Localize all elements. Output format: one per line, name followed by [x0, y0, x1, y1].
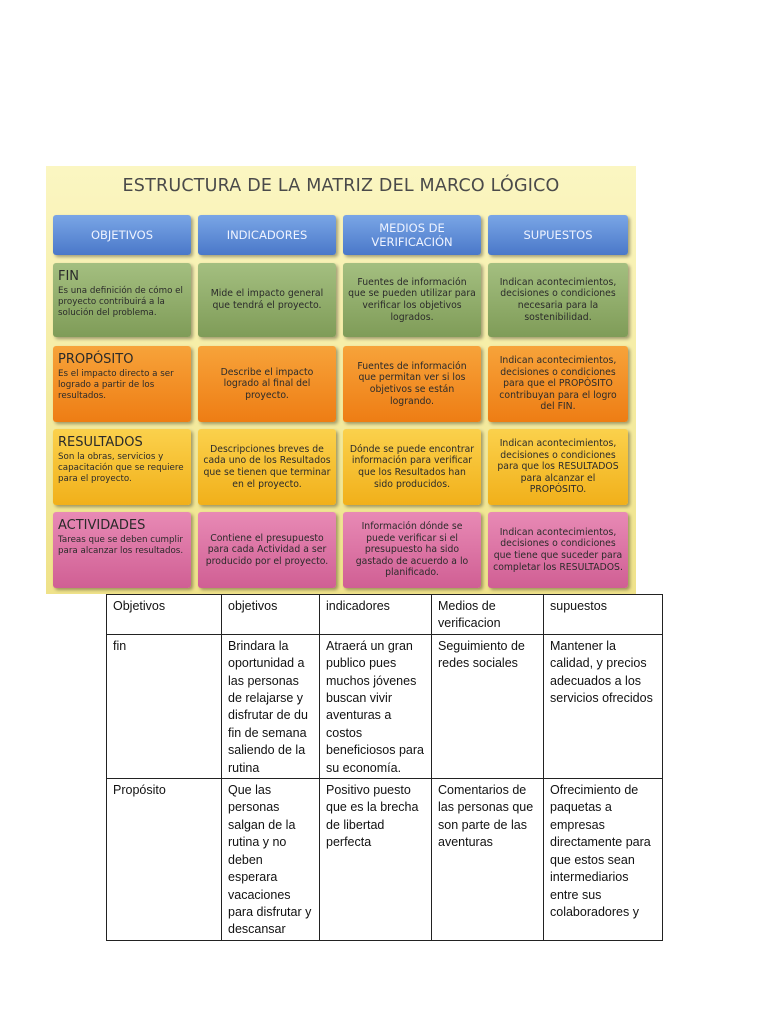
row-actividades-indicador: Contiene el presupuesto para cada Actividad a ser producido por el proyecto. [198, 512, 336, 588]
header-medios-verificacion: MEDIOS DE VERIFICACIÓN [343, 215, 481, 255]
table-cell: Ofrecimiento de paquetas a empresas directamente para que estos sean intermediarios entre sus colaboradores y [544, 779, 663, 941]
row-name: FIN [58, 269, 80, 284]
table-cell: Seguimiento de redes sociales [432, 634, 544, 778]
table-cell: Atraerá un gran publico pues muchos jóvenes buscan vivir aventuras a costos beneficiosos para su economía. [320, 634, 432, 778]
table-header-cell: Objetivos [107, 595, 222, 635]
row-resultados-medios: Dónde se puede encontrar información para verificar que los Resultados han sido producidos. [343, 429, 481, 505]
row-actividades-supuestos: Indican acontecimientos, decisiones o condiciones que tiene que suceder para completar los RESULTADOS. [488, 512, 628, 588]
table-header-cell: supuestos [544, 595, 663, 635]
header-indicadores: INDICADORES [198, 215, 336, 255]
row-actividades-objetivo [53, 512, 191, 588]
row-fin-medios: Fuentes de información que se pueden utilizar para verificar los objetivos logrados. [343, 263, 481, 337]
table-header-row [107, 595, 663, 635]
infographic-title: ESTRUCTURA DE LA MATRIZ DEL MARCO LÓGICO [122, 176, 560, 196]
row-fin-objetivo [53, 263, 191, 337]
table-cell: Brindara la oportunidad a las personas de relajarse y disfrutar de du fin de semana saliendo de la rutina [222, 634, 320, 778]
table-cell: Mantener la calidad, y precios adecuados a los servicios ofrecidos [544, 634, 663, 778]
row-name: RESULTADOS [58, 435, 143, 450]
table-header-cell: objetivos [222, 595, 320, 635]
row-proposito-supuestos: Indican acontecimientos, decisiones o condiciones para que el PROPÓSITO contribuyan para el logro del FIN. [488, 346, 628, 422]
table-header-cell: indicadores [320, 595, 432, 635]
row-name: ACTIVIDADES [58, 518, 146, 533]
header-supuestos: SUPUESTOS [488, 215, 628, 255]
row-actividades-medios: Información dónde se puede verificar si el presupuesto ha sido gastado de acuerdo a lo planificado. [343, 512, 481, 588]
row-description: Tareas que se deben cumplir para alcanzar los resultados. [58, 535, 184, 557]
row-resultados-objetivo [53, 429, 191, 505]
row-proposito-indicador: Describe el impacto logrado al final del proyecto. [198, 346, 336, 422]
table-cell: Comentarios de las personas que son parte de las aventuras [432, 779, 544, 941]
table-cell: Positivo puesto que es la brecha de libertad perfecta [320, 779, 432, 941]
table-cell: Propósito [107, 779, 222, 941]
row-description: Es una definición de cómo el proyecto contribuirá a la solución del problema. [58, 286, 183, 318]
row-resultados-supuestos: Indican acontecimientos, decisiones o condiciones para que los RESULTADOS para alcanzar el PROPÓSITO. [488, 429, 628, 505]
row-fin-supuestos: Indican acontecimientos, decisiones o condiciones necesaria para la sostenibilidad. [488, 263, 628, 337]
table-header-cell: Medios de verificacion [432, 595, 544, 635]
row-proposito-medios: Fuentes de información que permitan ver si los objetivos se están logrando. [343, 346, 481, 422]
table-cell: Que las personas salgan de la rutina y no deben esperara vacaciones para disfrutar y descansar [222, 779, 320, 941]
header-objetivos: OBJETIVOS [53, 215, 191, 255]
row-resultados-indicador: Descripciones breves de cada uno de los Resultados que se tienen que terminar en el proyecto. [198, 429, 336, 505]
row-name: PROPÓSITO [58, 352, 134, 367]
table-cell: fin [107, 634, 222, 778]
row-description: Son la obras, servicios y capacitación que se requiere para el proyecto. [58, 452, 184, 484]
row-description: Es el impacto directo a ser logrado a partir de los resultados. [58, 369, 174, 401]
row-proposito-objetivo [53, 346, 191, 422]
row-fin-indicador: Mide el impacto general que tendrá el proyecto. [198, 263, 336, 337]
marco-logico-infographic [46, 166, 636, 594]
table-row [107, 779, 663, 941]
table-row [107, 634, 663, 778]
project-matrix-table [106, 594, 663, 941]
